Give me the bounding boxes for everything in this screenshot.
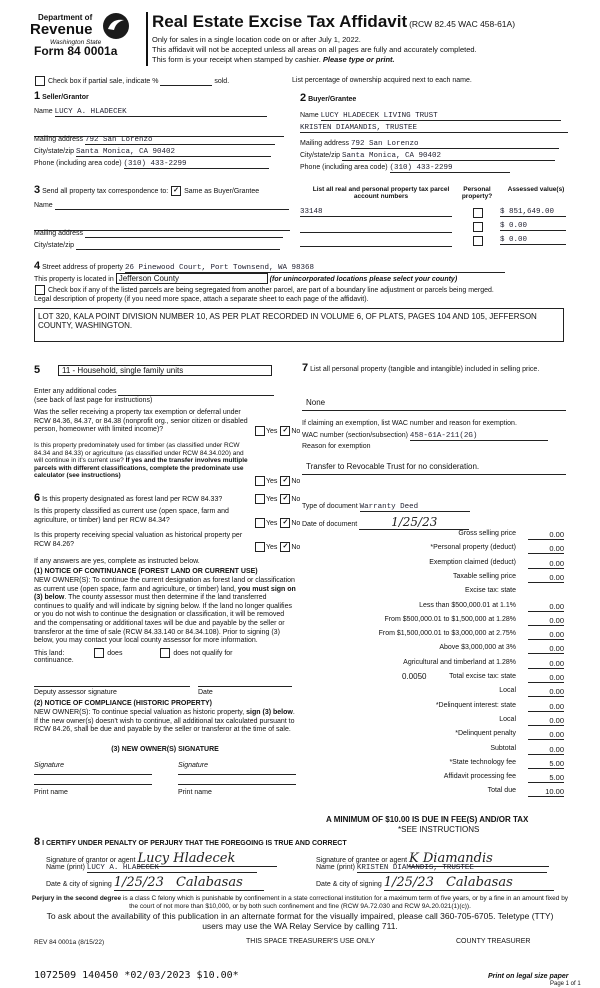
owner-print-field[interactable] xyxy=(34,778,152,785)
tax-row xyxy=(268,616,564,626)
land-use-value: 11 - Household, single family units xyxy=(62,366,184,375)
land-does-not-label: does not qualify for xyxy=(173,649,233,657)
section3-mail[interactable] xyxy=(85,230,283,238)
parcel-table xyxy=(300,186,570,256)
grantee-signature-label: Signature of grantee or agent xyxy=(316,857,408,864)
legal-description: LOT 320, KALA POINT DIVISION NUMBER 10, AS PER PLAT RECORDED IN VOLUME 6, OF PLATS, PAGES 104 AND 105, JEFFERSON COUNTY, WASHINGTON. xyxy=(38,312,537,330)
yes-label: Yes xyxy=(266,477,278,485)
grantor-name-label: Name (print) xyxy=(46,864,85,871)
parcel-value[interactable]: $ 0.00 xyxy=(500,222,566,231)
tax-row xyxy=(268,773,564,783)
assessor-signature-field[interactable] xyxy=(34,680,190,687)
section3-city-label: City/state/zip xyxy=(34,242,75,249)
land-does-not-checkbox[interactable] xyxy=(160,648,170,658)
grantee-date-city[interactable] xyxy=(384,875,554,891)
seller-phone-label: Phone (including area code) xyxy=(34,160,122,167)
forest-question: Is this property designated as forest land per RCW 84.33? xyxy=(42,496,223,503)
grantor-date: 1/25/23 xyxy=(113,875,164,890)
segregated-label: Check box if any of the listed parcels are being segregated from another parcel, are part of a boundary line adjustment or parcels being merged. xyxy=(47,286,494,294)
street-address[interactable]: 26 Pinewood Court, Port Townsend, WA 98368 xyxy=(125,264,505,273)
notice2-title: (2) NOTICE OF COMPLIANCE (HISTORIC PROPERTY) xyxy=(34,700,212,707)
section6 xyxy=(34,492,301,812)
yes-label: Yes xyxy=(266,427,278,435)
buyer-mail-label: Mailing address xyxy=(300,140,350,147)
tax-row-label: Gross selling price xyxy=(458,530,516,537)
section5-num: 5 xyxy=(34,364,41,376)
header-divider xyxy=(146,12,148,66)
grantor-signature[interactable]: Lucy Hladecek xyxy=(137,851,277,867)
doc-type[interactable]: Warranty Deed xyxy=(360,503,470,512)
partial-sale-percent[interactable] xyxy=(160,78,212,86)
tax-row-label: *Personal property (deduct) xyxy=(430,544,516,552)
revision: REV 84 0001a (8/15/22) xyxy=(34,939,105,946)
tax-row-value[interactable]: 5.00 xyxy=(528,759,564,769)
tax-row xyxy=(268,544,564,554)
section5 xyxy=(34,364,301,485)
any-yes-note: If any answers are yes, complete as instructed below. xyxy=(34,558,200,565)
see-instructions: *SEE INSTRUCTIONS xyxy=(398,825,480,834)
no-label: No xyxy=(291,519,301,527)
assessor-date-label: Date xyxy=(198,689,213,696)
doc-date[interactable]: 1/25/23 xyxy=(359,515,469,530)
reason-line xyxy=(302,472,566,475)
grantee-name-label: Name (print) xyxy=(316,864,355,871)
seller-name-label: Name xyxy=(34,108,53,115)
tax-row-label: Exemption claimed (deduct) xyxy=(429,558,516,566)
personal-property-checkbox[interactable] xyxy=(473,208,483,218)
parcel-row xyxy=(300,208,570,220)
tax-row-value[interactable]: 5.00 xyxy=(528,773,564,783)
owner2-print-label: Print name xyxy=(178,789,212,796)
section7 xyxy=(302,362,570,529)
partial-sale-checkbox[interactable] xyxy=(35,76,45,86)
owner-signature-label: Signature xyxy=(34,762,64,769)
tax-row-value[interactable]: 0.00 xyxy=(528,602,564,612)
partial-sale-sold: sold. xyxy=(214,77,230,85)
county-value: Jefferson County xyxy=(118,274,180,283)
certify-statement: I CERTIFY UNDER PENALTY OF PERJURY THAT THE FOREGOING IS TRUE AND CORRECT xyxy=(42,840,347,847)
yes-label: Yes xyxy=(266,519,278,527)
tax-row-label: Taxable selling price xyxy=(452,572,516,580)
partial-sale-label: Check box if partial sale, indicate % xyxy=(47,77,159,85)
buyer-name-label: Name xyxy=(300,112,319,119)
land-does-checkbox[interactable] xyxy=(94,648,104,658)
tax-row xyxy=(268,759,564,769)
land-use-select[interactable] xyxy=(58,365,272,376)
doc-date-label: Date of document xyxy=(302,521,358,528)
tax-row xyxy=(268,630,564,640)
legal-description-field[interactable] xyxy=(34,308,564,342)
grantor-date-label: Date & city of signing xyxy=(46,881,112,888)
buyer-city-label: City/state/zip xyxy=(300,152,341,159)
dept-line1: Department of xyxy=(38,13,93,22)
wac-number[interactable]: 458-61A-211(2G) xyxy=(410,432,548,441)
no-label: No xyxy=(291,477,301,485)
section8-num: 8 xyxy=(34,836,41,848)
historic-question: Is this property receiving special valuation as historical property per RCW 84.26? xyxy=(34,532,243,548)
dor-swirl-icon xyxy=(102,12,130,40)
perjury-bold: Perjury in the second degree xyxy=(31,895,122,902)
tax-row-value[interactable]: 0.00 xyxy=(528,559,564,569)
county-select[interactable] xyxy=(116,273,268,284)
tax-row xyxy=(268,702,564,712)
notice2-body xyxy=(34,709,296,735)
section3-city[interactable] xyxy=(76,242,280,250)
tax-row xyxy=(268,602,564,612)
parcel-account[interactable]: 33148 xyxy=(300,208,452,217)
historic-yes-checkbox[interactable] xyxy=(255,542,265,552)
owner-print-label: Print name xyxy=(34,789,68,796)
tax-row-label: Local xyxy=(499,687,516,695)
parcel-row xyxy=(300,236,570,248)
tax-row-value[interactable]: 0.00 xyxy=(528,673,564,683)
ownership-note: List percentage of ownership acquired next to each name. xyxy=(292,77,472,84)
tax-row xyxy=(268,745,564,755)
section3-name[interactable] xyxy=(55,202,289,210)
seller-mail-label: Mailing address xyxy=(34,136,84,143)
page-count: Page 1 of 1 xyxy=(550,981,581,987)
section3-num: 3 xyxy=(34,184,41,196)
street-label: Street address of property xyxy=(42,264,124,271)
tax-row-label: *State technology fee xyxy=(449,758,516,766)
segregated-checkbox[interactable] xyxy=(35,285,45,295)
continuance-label: continuance. xyxy=(34,657,74,664)
timber-question xyxy=(34,442,252,480)
grantee-date-label: Date & city of signing xyxy=(316,881,382,888)
timber-yes-checkbox[interactable] xyxy=(255,476,265,486)
section4 xyxy=(34,260,570,340)
seller-title: Seller/Grantor xyxy=(42,94,89,101)
tax-row-value[interactable]: 0.00 xyxy=(528,616,564,626)
parcel-value[interactable]: $ 0.00 xyxy=(500,236,566,245)
exemption-no-checkbox[interactable] xyxy=(280,426,290,436)
no-label: No xyxy=(291,495,301,503)
minimum-due-note: A MINIMUM OF $10.00 IS DUE IN FEE(S) AND/OR TAX xyxy=(326,815,529,824)
section3-name-label: Name xyxy=(34,202,53,209)
perjury-notice xyxy=(30,895,570,910)
header-note-3-emph: Please type or print. xyxy=(322,55,395,64)
tax-row-label: Above $3,000,000 at 3% xyxy=(439,644,516,652)
section3 xyxy=(34,184,290,254)
tax-row-value[interactable]: 10.00 xyxy=(528,787,564,797)
tax-row-label: Less than $500,000.01 at 1.1% xyxy=(419,601,516,609)
tax-row-label: Total due xyxy=(487,787,516,795)
same-as-buyer-checkbox[interactable] xyxy=(171,186,181,196)
notice2-text-b: sign (3) below xyxy=(246,709,293,716)
reason-value[interactable]: Transfer to Revocable Trust for no consideration. xyxy=(306,462,480,471)
timber-no-checkbox[interactable] xyxy=(280,476,290,486)
header-note-2: This affidavit will not be accepted unless all areas on all pages are fully and accurately completed. xyxy=(152,45,477,54)
notice1-text-a: NEW OWNER(S): To continue the current designation as forest land or classification as current use (open space, farm and agriculture, or timber) land, xyxy=(34,577,295,593)
buyer-name-1[interactable]: LUCY HLADECEK LIVING TRUST xyxy=(321,112,561,121)
buyer-title: Buyer/Grantee xyxy=(308,96,357,103)
header-note-1: Only for sales in a single location code on or after July 1, 2022. xyxy=(152,35,361,44)
land-does-label: does xyxy=(107,649,123,657)
personal-property-line xyxy=(302,408,566,411)
tax-row-label: Total excise tax: state xyxy=(449,673,516,680)
tax-row xyxy=(268,559,564,569)
seller-city-label: City/state/zip xyxy=(34,148,75,155)
additional-codes-label: Enter any additional codes xyxy=(34,388,117,395)
tax-row-value[interactable]: 0.00 xyxy=(528,530,564,540)
exemption-yes-checkbox[interactable] xyxy=(255,426,265,436)
tax-row-label: Agricultural and timberland at 1.28% xyxy=(403,658,516,666)
section7-num: 7 xyxy=(302,362,309,374)
classified-question: Is this property classified as current use (open space, farm and agriculture, or timber) land per RCW 84.34? xyxy=(34,508,229,524)
tax-row xyxy=(268,687,564,697)
tax-row-label: From $500,000.01 to $1,500,000 at 1.28% xyxy=(384,615,516,623)
notice1-title: (1) NOTICE OF CONTINUANCE (FOREST LAND OR CURRENT USE) xyxy=(34,568,258,575)
owner-signature-field[interactable] xyxy=(34,772,152,775)
notice1-body xyxy=(34,577,296,646)
tax-row-value[interactable]: 0.00 xyxy=(528,644,564,654)
section3-label: Send all property tax correspondence to: xyxy=(42,188,169,195)
parcel-header-personal: Personal property? xyxy=(461,186,493,200)
no-label: No xyxy=(291,543,301,551)
form-title: Real Estate Excise Tax Affidavit xyxy=(152,12,408,31)
parcel-header-assessed: Assessed value(s) xyxy=(507,186,565,193)
wac-label: WAC number (section/subsection) xyxy=(302,432,408,439)
personal-property-label: List all personal property (tangible and intangible) included in selling price. xyxy=(310,366,540,373)
section8 xyxy=(34,836,570,892)
grantor-name[interactable]: LUCY A. HLADECEK xyxy=(87,864,257,873)
local-rate: 0.0050 xyxy=(402,672,427,681)
no-label: No xyxy=(291,427,301,435)
wac-intro: If claiming an exemption, list WAC number and reason for exemption. xyxy=(302,420,517,427)
county-treasurer: COUNTY TREASURER xyxy=(456,938,531,945)
legal-desc-label: Legal description of property (if you need more space, attach a separate sheet to each page of the affidavit). xyxy=(34,296,369,303)
forest-yes-checkbox[interactable] xyxy=(255,494,265,504)
buyer-phone[interactable]: (310) 433-2299 xyxy=(390,164,510,173)
seller-city[interactable]: Santa Monica, CA 90402 xyxy=(76,148,271,157)
form-title-row xyxy=(152,12,592,32)
grantee-date: 1/25/23 xyxy=(383,875,434,890)
buyer-mail[interactable]: 792 San Lorenzo xyxy=(351,140,559,149)
dept-line2: Revenue xyxy=(30,21,93,38)
unincorporated-note: (for unincorporated locations please select your county) xyxy=(269,276,458,283)
tax-row xyxy=(268,716,564,726)
tax-row-label: Affidavit processing fee xyxy=(443,773,516,781)
tax-row-value[interactable]: 0.00 xyxy=(528,544,564,554)
additional-codes-field[interactable] xyxy=(118,388,274,396)
personal-property-checkbox[interactable] xyxy=(473,236,483,246)
legal-paper-note: Print on legal size paper xyxy=(488,973,569,980)
grantor-signature-label: Signature of grantor or agent xyxy=(46,857,136,864)
perjury-text: is a class C felony which is punishable by confinement in a state correctional institution for a maximum term of five years, or by a fine in an amount fixed by the court of not more than $10,000, or by both such confinement and fine (RCW 9A.72.030 and RCW 9A.20.021(1)(c)). xyxy=(121,895,569,910)
same-as-buyer-label: Same as Buyer/Grantee xyxy=(184,188,260,195)
tax-row xyxy=(268,644,564,654)
buyer-section xyxy=(300,92,568,182)
grantor-city: Calabasas xyxy=(175,875,243,890)
tax-row xyxy=(268,587,564,597)
owner2-signature-label: Signature xyxy=(178,762,208,769)
tax-row-value[interactable]: 0.00 xyxy=(528,630,564,640)
parcel-value[interactable]: $ 851,649.00 xyxy=(500,208,566,217)
tax-row xyxy=(268,787,564,797)
header-note-3: This form is your receipt when stamped by cashier. xyxy=(152,55,321,64)
timber-question-note: If yes and the transfer involves multiple parcels with different classifications, complete the predominate use calculator (see instructions) xyxy=(34,457,248,479)
alt-format-notice: To ask about the availability of this publication in an alternate format for the visually impaired, please call 360-705-6705. Teletype (TTY) users may use the WA Relay Service by calling 711. xyxy=(46,911,554,931)
dept-line3: Washington State xyxy=(50,39,102,46)
classified-no-checkbox[interactable] xyxy=(280,518,290,528)
classified-yes-checkbox[interactable] xyxy=(255,518,265,528)
additional-codes-sub: (see back of last page for instructions) xyxy=(34,397,153,404)
seller-section xyxy=(34,90,284,180)
header-note-3-row xyxy=(152,55,395,64)
tax-row-value[interactable]: 0.00 xyxy=(528,573,564,583)
notice2-text-c: . If the new owner(s) doesn't wish to continue, all additional tax calculated pursuant to RCW 84.26, shall be due and payable by the seller or transferor at the time of sale. xyxy=(34,709,295,734)
tax-row xyxy=(268,659,564,669)
tax-row-value[interactable]: 0.00 xyxy=(528,745,564,755)
yes-label: Yes xyxy=(266,543,278,551)
buyer-name-2[interactable]: KRISTEN DIAMANDIS, TRUSTEE xyxy=(300,124,568,133)
forest-no-checkbox[interactable] xyxy=(280,494,290,504)
grantee-city: Calabasas xyxy=(445,875,513,890)
tax-row xyxy=(268,530,564,540)
tax-row-label: *Delinquent penalty xyxy=(455,730,516,738)
grantee-name[interactable]: KRISTEN DIAMANDIS, TRUSTEE xyxy=(357,864,547,873)
notice1-text-b: you must sign on (3) below xyxy=(34,585,296,602)
tax-row-label: Subtotal xyxy=(490,744,516,752)
reason-label: Reason for exemption xyxy=(302,443,371,450)
buyer-city[interactable]: Santa Monica, CA 90402 xyxy=(342,152,555,161)
assessor-signature-label: Deputy assessor signature xyxy=(34,689,117,696)
grantee-signature[interactable]: K Diamandis xyxy=(409,851,549,867)
section3-mail-label: Mailing address xyxy=(34,230,84,237)
grantor-date-city[interactable] xyxy=(114,875,264,891)
parcel-row xyxy=(300,222,570,234)
form-statute: (RCW 82.45 WAC 458-61A) xyxy=(409,19,516,29)
tax-row-value[interactable]: 0.00 xyxy=(528,730,564,740)
timber-question-text: Is this property predominately used for timber (as classified under RCW 84.34 and 84.33) or agriculture (as classified under RCW 84.34.020) and will continue in it's current use? xyxy=(34,442,244,464)
tax-row-value[interactable]: 0.00 xyxy=(528,702,564,712)
treasurer-stamp: 1072509 140450 *02/03/2023 $10.00* xyxy=(34,970,239,981)
partial-sale-row xyxy=(34,76,229,86)
tax-row-label: Excise tax: state xyxy=(465,587,516,595)
buyer-num: 2 xyxy=(300,92,307,104)
notice1-text-c: . The county assessor must then determine if the land transferred continues to qualify and will indicate by signing below. If the land no longer qualifies or you do not wish to continue the designation or classification, it will be removed and the compensating or additional taxes will be due and payable by the seller or transferor at the time of sale (RCW 84.33.140 or 84.34.108). Prior to signing (3) below, you may contact your local county assessor for more information. xyxy=(34,594,292,645)
seller-phone[interactable]: (310) 433-2299 xyxy=(124,160,269,169)
located-label: This property is located in xyxy=(34,276,114,283)
personal-property-checkbox[interactable] xyxy=(473,222,483,232)
tax-row-value[interactable]: 0.00 xyxy=(528,716,564,726)
seller-mail[interactable]: 792 San Lorenzo xyxy=(85,136,275,145)
notice3-title: (3) NEW OWNER(S) SIGNATURE xyxy=(111,746,219,753)
tax-row-label: *Delinquent interest: state xyxy=(435,701,516,709)
tax-row xyxy=(268,730,564,740)
exemption-question: Was the seller receiving a property tax exemption or deferral under RCW 84.36, 84.37, or 84.38 (nonprofit org., senior citizen or disabled person, homeowner with limited income)? xyxy=(34,409,248,433)
tax-row-value[interactable]: 0.00 xyxy=(528,659,564,669)
buyer-phone-label: Phone (including area code) xyxy=(300,164,388,171)
tax-row-label: From $1,500,000.01 to $3,000,000 at 2.75% xyxy=(378,630,516,638)
section6-num: 6 xyxy=(34,492,41,504)
notice2-text-a: NEW OWNER(S): To continue special valuation as historic property, xyxy=(34,709,247,716)
parcel-account[interactable] xyxy=(300,236,452,247)
parcel-header-list: List all real and personal property tax parcel account numbers xyxy=(312,186,450,200)
personal-property-value[interactable]: None xyxy=(306,398,326,407)
this-land-label: This land: xyxy=(34,649,65,657)
seller-name[interactable]: LUCY A. HLADECEK xyxy=(55,108,267,117)
tax-row xyxy=(268,573,564,583)
form-number: Form 84 0001a xyxy=(34,44,118,58)
doc-type-label: Type of document xyxy=(302,503,358,510)
treasurer-use: THIS SPACE TREASURER'S USE ONLY xyxy=(246,938,375,945)
tax-row-value[interactable]: 0.00 xyxy=(528,687,564,697)
yes-label: Yes xyxy=(266,495,278,503)
tax-row-label: Local xyxy=(499,715,516,723)
section4-num: 4 xyxy=(34,260,41,272)
parcel-account[interactable] xyxy=(300,222,452,233)
seller-num: 1 xyxy=(34,90,41,102)
